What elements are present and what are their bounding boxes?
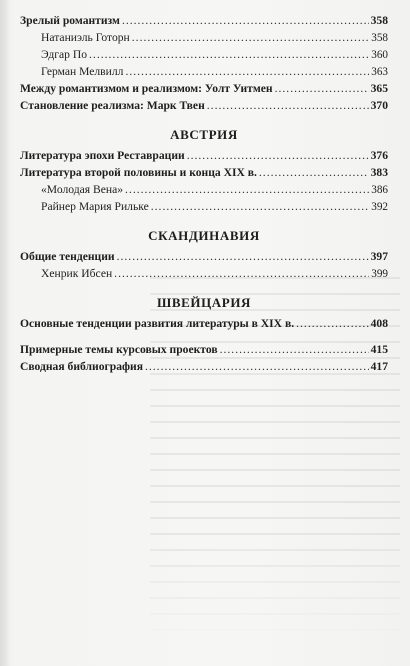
leader-dots [187,147,369,164]
table-of-contents [20,12,388,375]
page-gutter-shadow [0,0,10,666]
toc-entry-page: 363 [371,66,388,78]
leader-dots [132,29,369,46]
section-heading: СКАНДИНАВИЯ [148,228,260,243]
toc-entry-title: Основные тенденции развития литературы в XIX в. [20,317,295,330]
leader-dots [296,315,368,332]
toc-entry-title: Примерные темы курсовых проектов [20,343,218,356]
toc-entry-page: 417 [370,360,388,373]
toc-block-scandinavia [20,226,388,282]
toc-entry[interactable] [20,46,388,63]
toc-block-appendices [20,341,388,375]
toc-entry[interactable] [20,341,388,358]
toc-entry-page: 376 [370,149,388,162]
toc-entry-page: 408 [370,317,388,330]
toc-entry-page: 397 [370,250,388,263]
toc-entry-title: Общие тенденции [20,250,115,263]
toc-entry[interactable] [20,358,388,375]
leader-dots [151,198,369,215]
toc-entry-title: Между романтизмом и реализмом: Уолт Уитмен [20,82,273,95]
toc-entry-title: Становление реализма: Марк Твен [20,99,205,112]
leader-dots [207,97,369,114]
leader-dots [220,341,369,358]
leader-dots [145,358,369,375]
toc-entry-title: Хенрик Ибсен [41,267,113,280]
leader-dots [275,80,369,97]
leader-dots [114,265,369,282]
toc-entry-title: Герман Мелвилл [41,65,124,78]
toc-entry-page: 370 [370,99,388,112]
toc-entry-title: Сводная библиография [20,360,143,373]
toc-entry[interactable] [20,80,388,97]
toc-block-austria [20,125,388,215]
toc-entry-page: 383 [370,166,388,179]
toc-entry[interactable] [20,315,388,332]
toc-entry[interactable] [20,164,388,181]
toc-entry-page: 386 [371,184,388,196]
toc-entry[interactable] [20,198,388,215]
toc-block-switzerland [20,293,388,332]
toc-entry-page: 358 [371,32,388,44]
leader-dots [89,46,369,63]
toc-entry-title: Зрелый романтизм [20,14,120,27]
toc-entry-page: 399 [371,268,388,280]
leader-dots [259,164,369,181]
toc-entry-page: 365 [370,82,388,95]
section-heading: ШВЕЙЦАРИЯ [156,295,252,310]
spacer [20,332,388,341]
toc-entry[interactable] [20,181,388,198]
toc-entry-title: Натаниэль Готорн [41,31,130,44]
toc-entry[interactable] [20,248,388,265]
toc-entry-page: 415 [370,343,388,356]
toc-entry[interactable] [20,265,388,282]
leader-dots [117,248,369,265]
section-heading: АВСТРИЯ [170,127,238,142]
toc-entry-page: 358 [370,14,388,27]
leader-dots [125,63,369,80]
toc-entry-page: 360 [371,49,388,61]
toc-entry[interactable] [20,12,388,29]
toc-entry-title: Эдгар По [41,48,88,61]
leader-dots [122,12,369,29]
toc-entry-title: Райнер Мария Рильке [41,200,149,213]
toc-entry[interactable] [20,97,388,114]
toc-entry-title: Литература второй половины и конца XIX в. [20,166,257,179]
toc-entry-title: Литература эпохи Реставрации [20,149,185,162]
toc-entry[interactable] [20,147,388,164]
leader-dots [125,181,369,198]
toc-entry[interactable] [20,29,388,46]
toc-block-usa [20,12,388,114]
toc-entry-title: «Молодая Вена» [41,183,124,196]
toc-entry-page: 392 [371,201,388,213]
toc-entry[interactable] [20,63,388,80]
